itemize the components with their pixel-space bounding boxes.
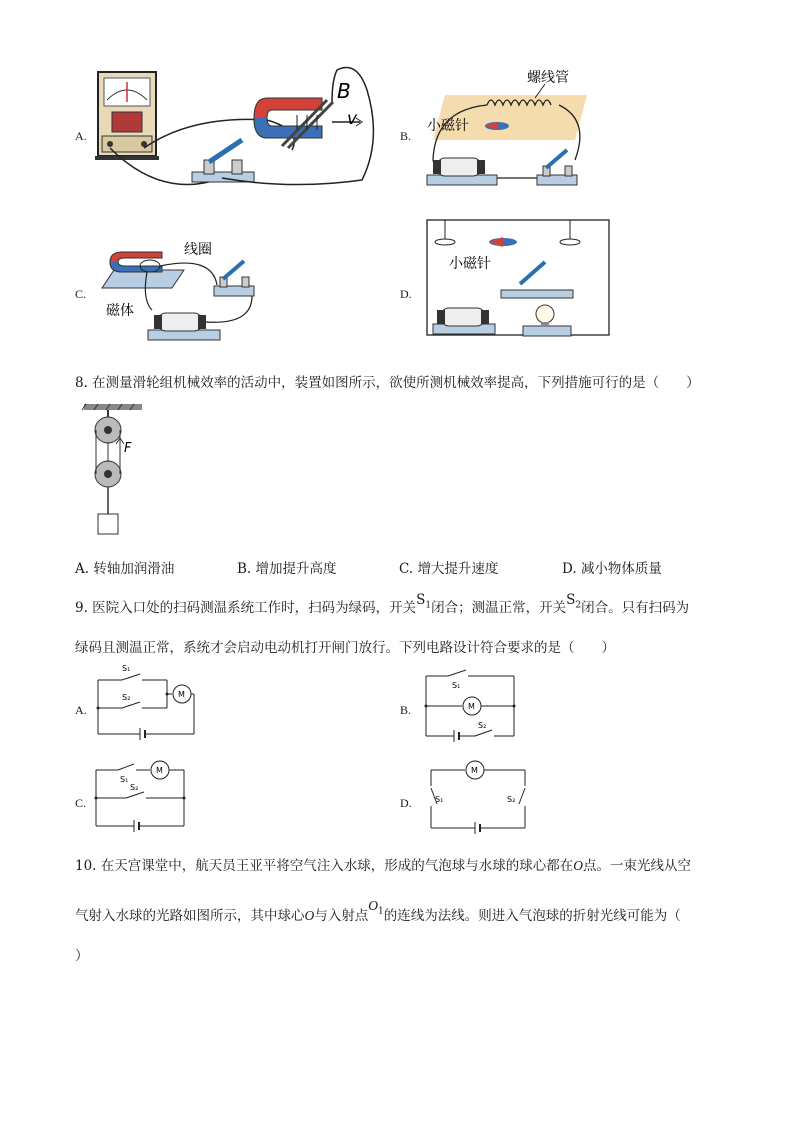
- q10-line3: ）: [75, 948, 89, 964]
- b-field-label: B: [337, 79, 351, 103]
- option-d-label: D.: [400, 287, 412, 301]
- svg-text:S₁: S₁: [452, 681, 461, 690]
- force-label: F: [124, 441, 132, 456]
- svg-text:M: M: [468, 702, 475, 711]
- coil-magnet-diagram: [92, 230, 272, 350]
- option-c-label: C.: [75, 287, 87, 301]
- q9-option-c-label: C.: [75, 796, 87, 810]
- svg-text:M: M: [178, 690, 185, 699]
- q9-option-a-label: A.: [75, 703, 87, 717]
- solenoid-label: 螺线管: [527, 70, 569, 86]
- q9-stem-line1: 9. 医院入口处的扫码测温系统工作时，扫码为绿码，开关$S_1$闭合；测温正常，开关$S_2$闭合。只有扫码为: [75, 592, 690, 616]
- svg-text:S₂: S₂: [130, 783, 139, 792]
- q9-circuit-c[interactable]: [90, 758, 190, 833]
- magnet-label: 磁体: [106, 303, 134, 319]
- velocity-label: v: [347, 109, 358, 129]
- q9-circuit-a[interactable]: [92, 664, 207, 742]
- svg-text:S₂: S₂: [122, 693, 131, 702]
- svg-text:S₁: S₁: [122, 664, 131, 673]
- svg-text:S₁: S₁: [435, 795, 444, 804]
- q8-option-b[interactable]: B. 增加提升高度: [237, 561, 337, 577]
- lamp-circuit-diagram: [415, 212, 615, 347]
- svg-text:S₂: S₂: [478, 721, 487, 730]
- q9-option-b-label: B.: [400, 703, 412, 717]
- svg-text:M: M: [156, 766, 163, 775]
- q10-line1: 10. 在天宫课堂中，航天员王亚平将空气注入水球，形成的气泡球与水球的球心都在O点。一束光线从空: [75, 858, 692, 874]
- q9-stem-line2: 绿码且测温正常，系统才会启动电动机打开闸门放行。下列电路设计符合要求的是（ ）: [75, 640, 615, 656]
- svg-text:S₁: S₁: [120, 775, 129, 784]
- needle-label-d: 小磁针: [449, 256, 491, 272]
- q9-circuit-d[interactable]: [425, 760, 535, 835]
- q8-option-a[interactable]: A. 转轴加润滑油: [75, 561, 175, 577]
- q8-stem: 8. 在测量滑轮组机械效率的活动中，装置如图所示，欲使所测机械效率提高，下列措施可行的是（ ）: [75, 375, 700, 391]
- q8-option-c[interactable]: C. 增大提升速度: [399, 561, 499, 577]
- option-a-label: A.: [75, 129, 87, 143]
- pulley-diagram: [78, 402, 148, 537]
- svg-text:M: M: [471, 766, 478, 775]
- needle-label: 小磁针: [427, 118, 469, 134]
- q9-option-d-label: D.: [400, 796, 412, 810]
- svg-text:S₂: S₂: [507, 795, 516, 804]
- option-b-label: B.: [400, 129, 412, 143]
- q8-option-d[interactable]: D. 减小物体质量: [562, 561, 662, 577]
- q10-line2: 气射入水球的光路如图所示，其中球心O与入射点$O_1$的连线为法线。则进入气泡球的折射光线可能为（: [75, 898, 681, 924]
- coil-label: 线圈: [184, 242, 212, 258]
- galvanometer-diagram: [92, 60, 392, 195]
- solenoid-diagram: [415, 60, 615, 195]
- q9-circuit-b[interactable]: [420, 670, 520, 745]
